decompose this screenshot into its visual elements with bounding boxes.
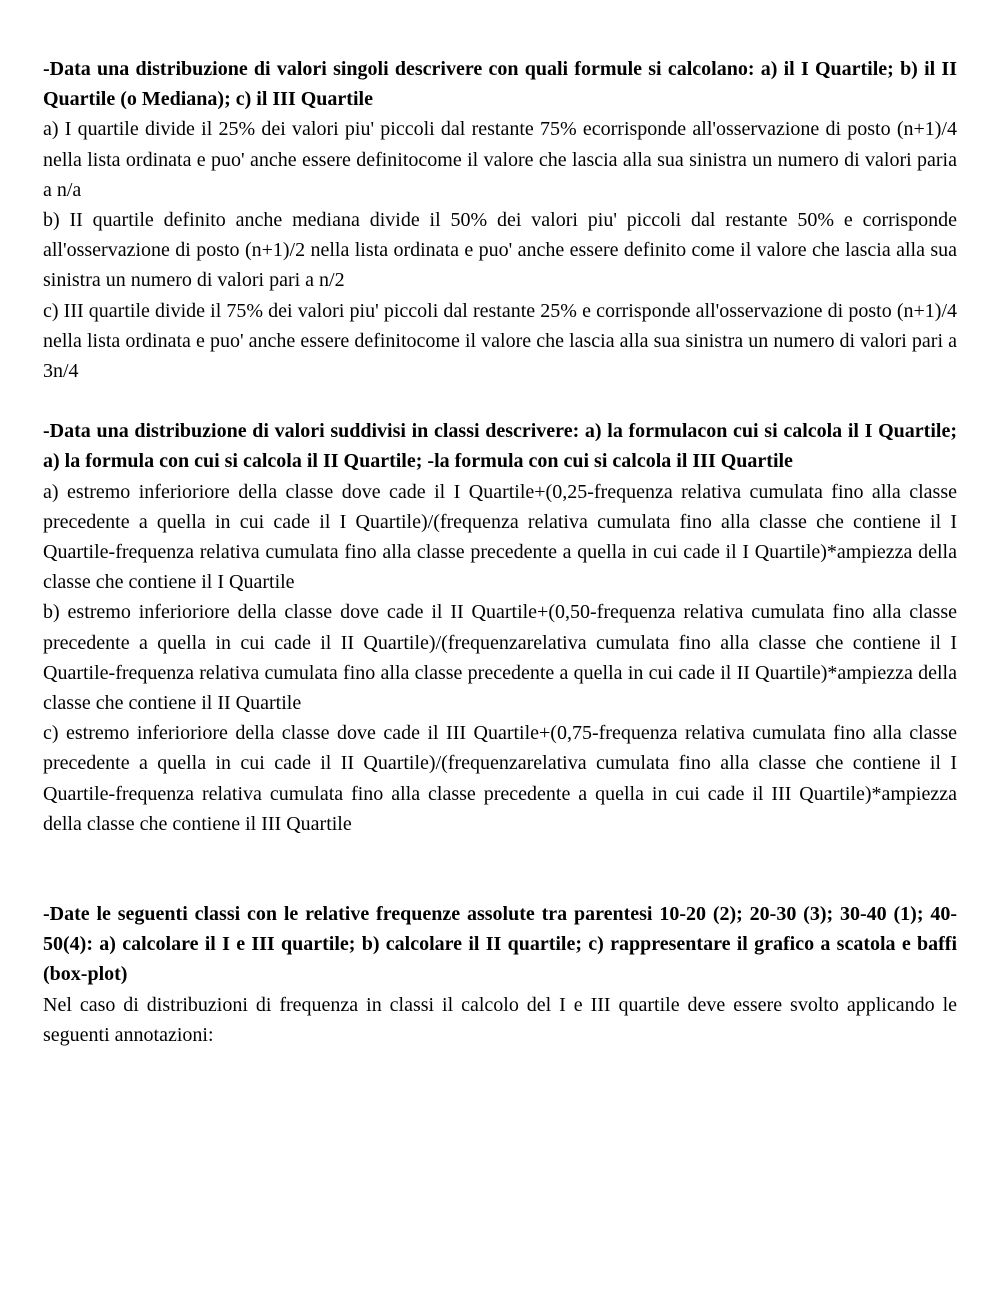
section-single-values bbox=[43, 54, 957, 386]
answer-second-quartile: b) II quartile definito anche mediana divide il 50% dei valori piu' piccoli dal restante 50% e corrisponde all'osservazione di posto (n+1)/2 nella lista ordinata e puo' anche essere definito come il valore che lascia alla sua sinistra un numero di valori pari a n/2 bbox=[43, 209, 957, 292]
section-class-values bbox=[43, 416, 957, 839]
formula-second-quartile: b) estremo inferioriore della classe dove cade il II Quartile+(0,50-frequenza relativa cumulata fino alla classe precedente a quella in cui cade il II Quartile)/(frequenzarelativa cumulata fino alla classe che contiene il I Quartile-frequenza relativa cumulata fino alla classe precedente a quella in cui cade il II Quartile)*ampiezza della classe che contiene il II Quartile bbox=[43, 601, 957, 715]
formula-third-quartile: c) estremo inferioriore della classe dove cade il III Quartile+(0,75-frequenza relativa cumulata fino alla classe precedente a quella in cui cade il II Quartile)/(frequenzarelativa cumulata fino alla classe che contiene il I Quartile-frequenza relativa cumulata fino alla classe precedente a quella in cui cade il III Quartile)*ampiezza della classe che contiene il III Quartile bbox=[43, 722, 957, 835]
document-page bbox=[43, 54, 957, 1050]
answer-third-quartile: c) III quartile divide il 75% dei valori piu' piccoli dal restante 25% e corrisponde all'osservazione di posto (n+1)/4 nella lista ordinata e puo' anche essere definitocome il valore che lascia alla sua sinistra un numero di valori pari a 3n/4 bbox=[43, 299, 957, 383]
answer-first-quartile: a) I quartile divide il 25% dei valori piu' piccoli dal restante 75% ecorrisponde all'osservazione di posto (n+1)/4 nella lista ordinata e puo' anche essere definitocome il valore che lascia alla sua sinistra un numero di valori paria a n/a bbox=[43, 118, 957, 201]
formula-first-quartile: a) estremo inferioriore della classe dove cade il I Quartile+(0,25-frequenza relativa cumulata fino alla classe precedente a quella in cui cade il I Quartile)/(frequenza relativa cumulata fino alla classe che contiene il I Quartile-frequenza relativa cumulata fino alla classe precedente a quella in cui cade il I Quartile)*ampiezza della classe che contiene il I Quartile bbox=[43, 480, 957, 594]
section-exercise bbox=[43, 899, 957, 1050]
question-single-values: -Data una distribuzione di valori singoli descrivere con quali formule si calcolano: a) il I Quartile; b) il II Quartile (o Mediana); c) il III Quartile bbox=[43, 58, 957, 111]
question-class-values: -Data una distribuzione di valori suddivisi in classi descrivere: a) la formulacon cui si calcola il I Quartile; a) la formula con cui si calcola il II Quartile; -la formula con cui si calcola il III Quartile bbox=[43, 420, 957, 473]
answer-exercise-intro: Nel caso di distribuzioni di frequenza in classi il calcolo del I e III quartile deve essere svolto applicando le seguenti annotazioni: bbox=[43, 993, 957, 1046]
question-exercise: -Date le seguenti classi con le relative frequenze assolute tra parentesi 10-20 (2); 20-30 (3); 30-40 (1); 40-50(4): a) calcolare il I e III quartile; b) calcolare il II quartile; c) rappresentare il grafico a scatola e baffi (box-plot) bbox=[43, 903, 957, 986]
